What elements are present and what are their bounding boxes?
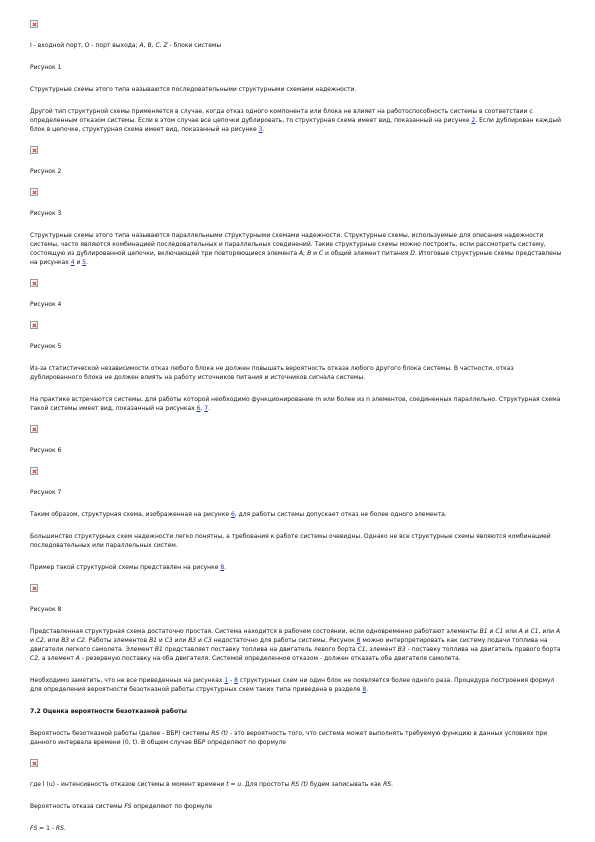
text-run: , или	[538, 628, 556, 635]
paragraph-failure-rate	[30, 780, 564, 789]
section-heading: 7.2 Оценка вероятности безотказной работы	[30, 708, 187, 715]
text-run: . Итоговые структурные схемы представлены на рисунках	[30, 250, 562, 266]
text-run: .	[208, 405, 211, 412]
text-run: A	[75, 655, 80, 662]
legend-part: A, B, C, Z	[139, 42, 168, 49]
text-run: . Для простоты	[241, 781, 292, 788]
text-run: можно интерпретировать как систему подачи топлива на двигатели легкого самолета. Элемент	[30, 637, 548, 653]
text-run: , а элемент	[38, 655, 76, 662]
broken-image-icon	[30, 584, 38, 592]
broken-image-icon	[30, 759, 38, 767]
text-run: Другой тип структурной схемы применяется в случае, когда отказ одного компонента или блока не влияет на работоспособность системы в соответствии с определенным отказом системы. Если в этом случае все цепочки дублировать, то структурная схема имеет вид, показанный на рисунке	[30, 108, 533, 124]
text-run: или	[503, 628, 519, 635]
link-figure-6[interactable]: 6	[196, 405, 201, 412]
text-run: B3	[61, 637, 70, 644]
caption-fig5: Рисунок 5	[30, 343, 62, 350]
broken-image-icon	[30, 146, 38, 154]
caption-fig6: Рисунок 6	[30, 447, 62, 454]
text-run: B1	[479, 628, 488, 635]
text-run: A, B	[299, 250, 312, 257]
paragraph-serial-schemes: Структурные схемы этого типа называются последовательными структурными схемами надежности.	[30, 86, 357, 93]
broken-image-icon	[30, 20, 38, 28]
text-run: RS (t)	[211, 730, 229, 737]
broken-image-icon	[30, 188, 38, 196]
text-run: C1	[495, 628, 504, 635]
text-run: - резервную поставку на оба двигателя. Системой определенное отказом - должен отказать оба двигателя самолета.	[79, 655, 461, 662]
text-run: A	[518, 628, 523, 635]
text-run: недостаточно для работы системы. Рисунок	[211, 637, 357, 644]
text-run: B1	[154, 646, 163, 653]
text-run: и	[522, 628, 531, 635]
text-run: C	[318, 250, 324, 257]
link-figure-8[interactable]: 8	[356, 637, 361, 644]
paragraph-parallel-schemes	[30, 231, 564, 267]
text-run: FS	[30, 825, 38, 832]
text-run: C3	[164, 637, 173, 644]
link-figure-3[interactable]: 3	[258, 126, 263, 133]
caption-fig2: Рисунок 2	[30, 168, 62, 175]
caption-fig3: Рисунок 3	[30, 210, 62, 217]
caption-fig7: Рисунок 7	[30, 489, 62, 496]
text-run: Пример такой структурной схемы представлен на рисунке	[30, 564, 221, 571]
paragraph-note	[30, 676, 564, 694]
link-figure-8[interactable]: 8	[220, 564, 225, 571]
text-run: структурных схем ни один блок не появляется более одного раза. Процедура построения формул для определения вероятности безотказной работы структурных схем таких типа приведена в разделе	[30, 677, 555, 693]
text-run: RS	[55, 825, 64, 832]
legend-part: I - входной порт, O - порт выхода;	[30, 42, 140, 49]
text-run: C3	[203, 637, 212, 644]
text-run: и	[69, 637, 77, 644]
text-run: - это вероятность того, что система может выполнять требуемую функцию в данных условиях при данного интервала времени (0, t). В общем случае ВБР определяют по формуле	[30, 730, 548, 746]
text-run: RS	[383, 781, 392, 788]
paragraph-fuel-system	[30, 627, 564, 663]
text-run: .	[86, 259, 89, 266]
legend-part: - блоки системы	[167, 42, 222, 49]
broken-image-icon	[30, 467, 38, 475]
formula-fs	[30, 824, 564, 833]
text-run: или	[172, 637, 189, 644]
document-page	[30, 18, 564, 833]
text-run: C1	[357, 646, 366, 653]
text-run: . Если дублирован каждый блок в цепочке, структурная схема имеет вид, показанный на рисунке	[30, 117, 561, 133]
text-run: будем записывать как	[308, 781, 384, 788]
text-run: B3	[188, 637, 197, 644]
link-figure-8[interactable]: 8	[234, 677, 238, 684]
text-run: .	[224, 564, 227, 571]
text-run: представляет поставку топлива на двигатель левого борта	[162, 646, 358, 653]
text-run: На практике встречаются системы, для работы которой необходимо функционирование m или более из n элементов, соединенных параллельно. Структурная схема такой системы имеет вид, показанный на рисунках	[30, 396, 561, 412]
broken-image-icon	[30, 321, 38, 329]
text-run: Вероятность отказа системы	[30, 803, 125, 810]
text-run: Вероятность безотказной работы (далее - ВБР) системы	[30, 730, 212, 737]
caption-fig1: Рисунок 1	[30, 64, 62, 71]
link-figure-7[interactable]: 7	[204, 405, 209, 412]
text-run: C2	[30, 655, 39, 662]
paragraph-example	[30, 563, 564, 572]
text-run: RS (t)	[291, 781, 309, 788]
text-run: и	[74, 259, 83, 266]
text-run: и	[30, 637, 36, 644]
link-figure-6[interactable]: 6	[230, 511, 235, 518]
paragraph-independence: Из-за статистической независимости отказ любого блока не должен повышать вероятность отказа любого другого блока системы. В частности, отказ дублированного блока не должен влиять на работу источников питания и источников сигнала системы.	[30, 365, 514, 381]
text-run: B3	[397, 646, 406, 653]
text-run: и общий элемент питания	[323, 250, 411, 257]
text-run: FS	[124, 803, 132, 810]
text-run: и	[311, 250, 319, 257]
text-run: .	[63, 825, 66, 832]
paragraph-reliability	[30, 729, 564, 747]
text-run: Структурные схемы этого типа называются параллельными структурными схемами надежности. Структурные схемы, используемые для описания надежности системы, часто являются комбинацией последовательных и параллельных соединений. Такие структурные схемы можно построить, если рассмотреть систему, состоящую из дублированной цепочки, включающей три повторяющиеся элемента	[30, 232, 546, 257]
paragraph-one-failure	[30, 510, 564, 519]
text-run: - поставку топлива на двигатель правого борта	[405, 646, 561, 653]
text-run: определяют по формуле	[131, 803, 213, 810]
paragraph-m-of-n	[30, 395, 564, 413]
paragraph-most-schemes: Большинство структурных схем надежности легко понятны, а требования к работе системы очевидны. Однако не все структурные схемы являются комбинацией последовательных или параллельных систем.	[30, 533, 551, 549]
legend-text	[30, 41, 564, 50]
text-run: . Работы элементов	[84, 637, 150, 644]
text-run: B1	[149, 637, 157, 644]
text-run: = 1 -	[37, 825, 56, 832]
text-run: и	[157, 637, 165, 644]
text-run: , или	[43, 637, 62, 644]
text-run: Таким образом, структурная схема, изображенная на рисунке	[30, 511, 231, 518]
link-figure-4[interactable]: 4	[70, 259, 75, 266]
text-run: Необходимо заметить, что не все приведенных на рисунках	[30, 677, 225, 684]
caption-fig8: Рисунок 8	[30, 606, 62, 613]
paragraph-failure-prob	[30, 802, 564, 811]
text-run: и	[196, 637, 204, 644]
text-run: .	[366, 686, 369, 693]
text-run: ,	[200, 405, 205, 412]
text-run: , элемент	[365, 646, 398, 653]
link-figure-5[interactable]: 5	[82, 259, 87, 266]
text-run: -	[228, 677, 235, 684]
paragraph-parallel-intro	[30, 107, 564, 134]
text-run: C2	[76, 637, 85, 644]
text-run: A	[555, 628, 561, 635]
text-run: C2	[35, 637, 44, 644]
text-run: , для работы системы допускает отказ не более одного элемента.	[234, 511, 447, 518]
broken-image-icon	[30, 425, 38, 433]
link-section-8[interactable]: 8	[362, 686, 367, 693]
text-run: где l (u) - интенсивность отказов системы в момент времени	[30, 781, 227, 788]
text-run: .	[262, 126, 265, 133]
broken-image-icon	[30, 279, 38, 287]
text-run: .	[391, 781, 394, 788]
text-run: C1	[530, 628, 539, 635]
text-run: t = u	[226, 781, 242, 788]
text-run: D	[410, 250, 415, 257]
link-figure-1[interactable]: 1	[224, 677, 229, 684]
text-run: и	[487, 628, 496, 635]
link-figure-2[interactable]: 2	[471, 117, 476, 124]
text-run: Представленная структурная схема достаточно простая. Система находится в рабочем состоянии, если одновременно работают элементы	[30, 628, 480, 635]
caption-fig4: Рисунок 4	[30, 301, 62, 308]
